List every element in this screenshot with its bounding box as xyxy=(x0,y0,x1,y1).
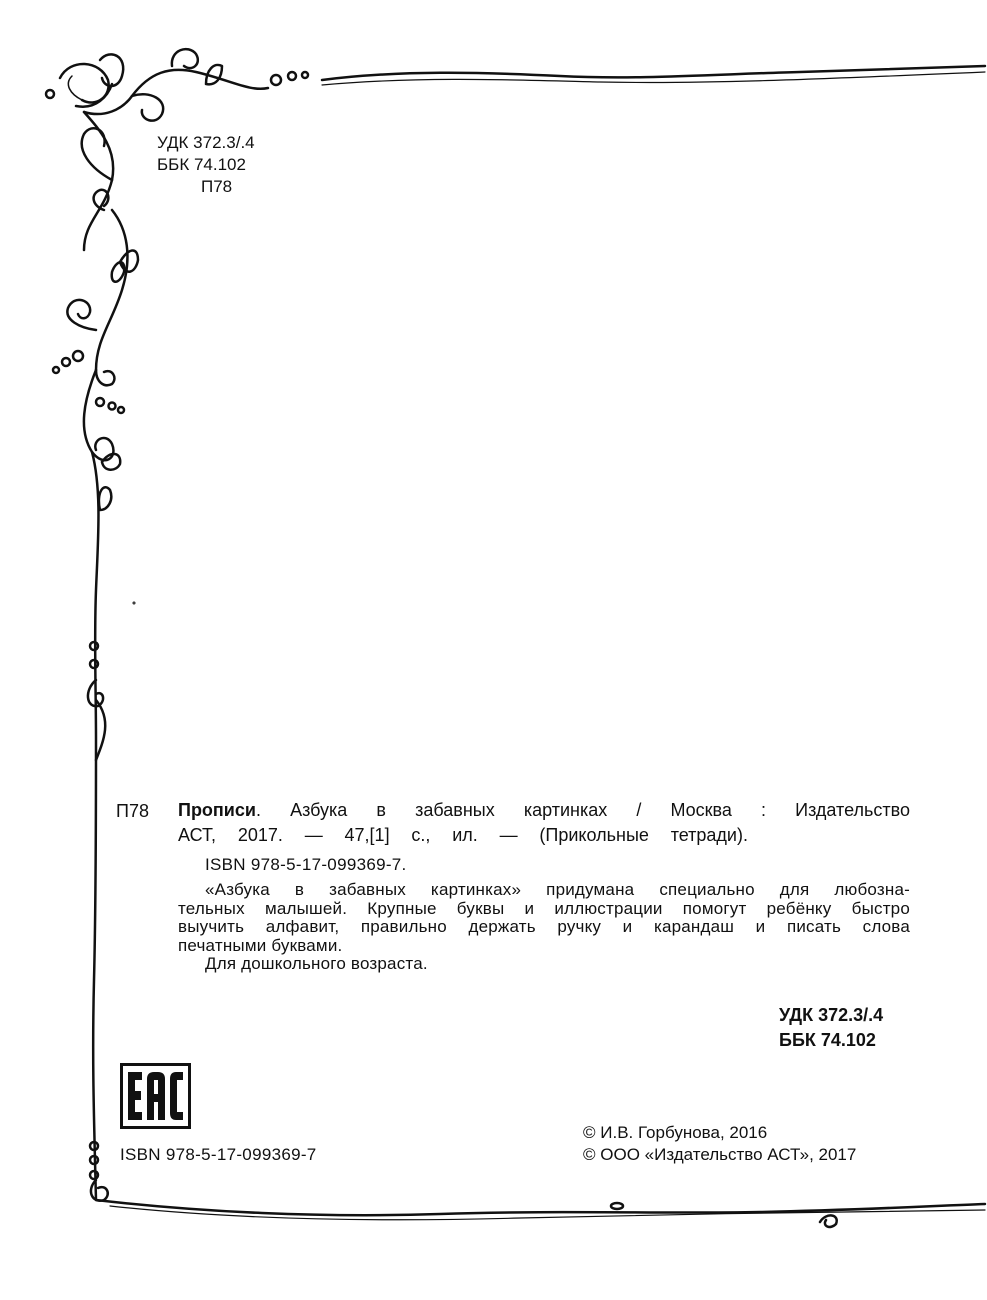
annotation-line: тельных малышей. Крупные буквы и иллюстрации помогут ребёнку быстро xyxy=(178,898,910,918)
age-note: Для дошкольного возраста. xyxy=(205,954,428,973)
record-title-bold: Прописи xyxy=(178,800,256,820)
annotation-line: выучить алфавит, правильно держать ручку и карандаш и писать слова xyxy=(178,917,910,936)
top-udk: УДК 372.3/.4 xyxy=(157,133,255,152)
annotation-block xyxy=(178,881,910,974)
eac-mark-icon xyxy=(120,1063,191,1129)
annotation-line: печатными буквами. xyxy=(178,935,343,955)
copyright-line: © И.В. Горбунова, 2016 xyxy=(583,1123,768,1142)
record-title-line xyxy=(178,798,910,823)
annotation-line: «Азбука в забавных картинках» придумана специально для любозна- xyxy=(205,880,910,899)
copyright-line: © ООО «Издательство АСТ», 2017 xyxy=(583,1145,857,1164)
top-bbk: ББК 74.102 xyxy=(157,155,246,174)
record-isbn: ISBN 978-5-17-099369-7. xyxy=(205,855,407,874)
record-line-2: АСТ, 2017. — 47,[1] с., ил. — (Прикольные тетради). xyxy=(178,825,748,845)
copyright-block xyxy=(583,1122,856,1166)
bottom-classification-block xyxy=(779,1003,883,1053)
record-author-mark: П78 xyxy=(116,801,149,821)
bottom-bbk: ББК 74.102 xyxy=(779,1030,876,1050)
bottom-isbn: ISBN 978-5-17-099369-7 xyxy=(120,1145,317,1164)
bottom-udk: УДК 372.3/.4 xyxy=(779,1005,884,1025)
eac-certification-logo xyxy=(120,1063,191,1129)
top-classification-block xyxy=(157,132,255,198)
top-author-mark: П78 xyxy=(201,177,233,196)
record-title-rest: . Азбука в забавных картинках / Москва : Издательство xyxy=(255,800,910,820)
